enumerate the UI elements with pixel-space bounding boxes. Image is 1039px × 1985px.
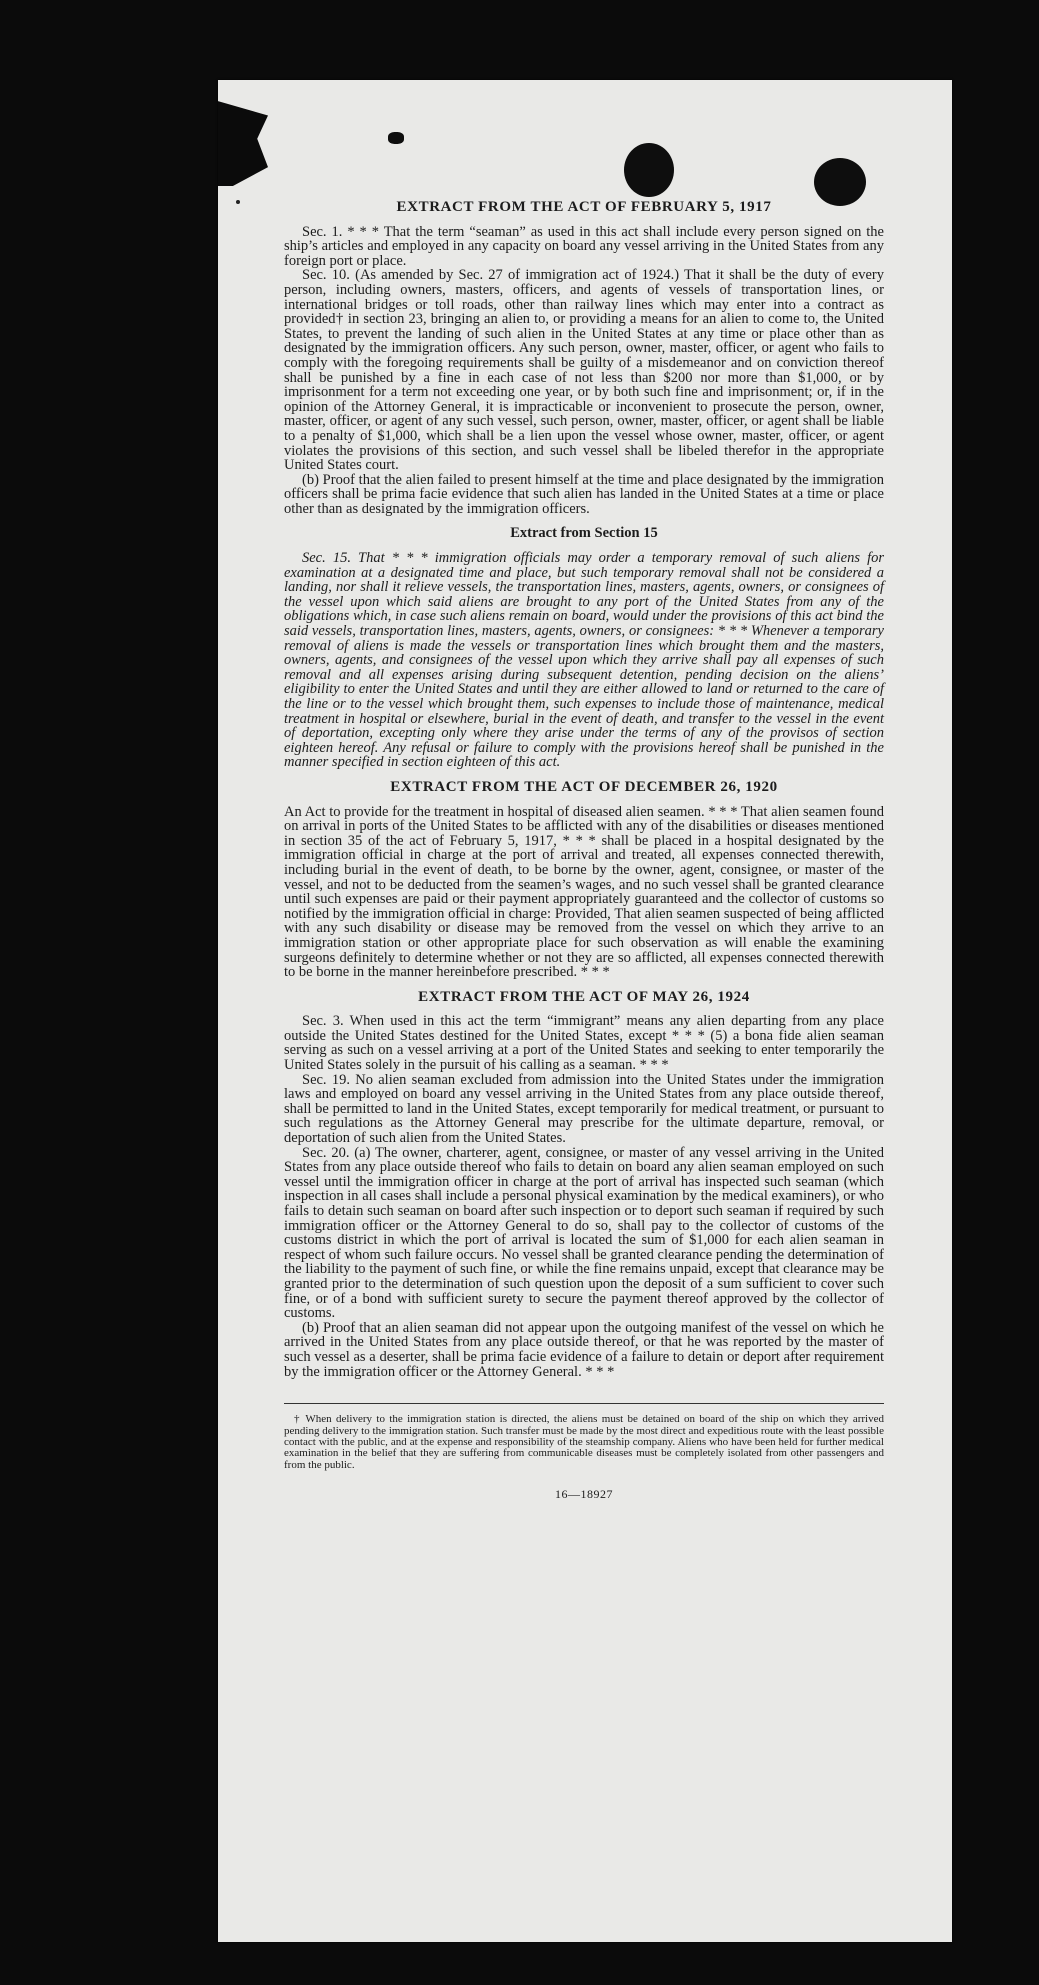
footnote: † When delivery to the immigration station is directed, the aliens must be detained on board of the ship on which they arrived pending delivery to the immigration station. Such transfer must be made by the most direct and expeditious route with the least possible contact with the public, and at the expense and responsibility of the steamship company. Aliens who have been held for further medical examination in the belief that they are suffering from communicable diseases must be completely isolated from other passengers and from the public. xyxy=(284,1413,884,1471)
paragraph-sec-20a: Sec. 20. (a) The owner, charterer, agent, consignee, or master of any vessel arriving in the United States from any place outside thereof who fails to detain on board any alien seaman employed on such vessel until the immigration officer in charge at the port of arrival has inspected such seaman (which inspection in all cases shall include a personal physical examination by the medical examiners), or who fails to detain such seaman on board after such inspection or to deport such seaman if required by such immigration officer or the Attorney General to do so, shall pay to the collector of customs of the customs district in which the port of arrival is located the sum of $1,000 for each alien seaman in respect of whom such failure occurs. No vessel shall be granted clearance pending the determination of the liability to the payment of such fine, or while the fine remains unpaid, except that clearance may be granted prior to the determination of such question upon the deposit of a sum sufficient to cover such fine, or of a bond with sufficient surety to secure the payment thereof approved by the collector of customs. xyxy=(284,1144,884,1322)
section-heading-1917: EXTRACT FROM THE ACT OF FEBRUARY 5, 1917 xyxy=(396,199,772,215)
punch-hole xyxy=(814,158,866,206)
paragraph-sec-3: Sec. 3. When used in this act the term “immigrant” means any alien departing from any place outside the United States destined for the United States, except * * * (5) a bona fide alien seaman serving as such on a vessel arriving at a port of the United States and seeking to enter temporarily the United States solely in the pursuit of his calling as a seaman. * * * xyxy=(284,1013,884,1074)
document-sheet xyxy=(218,80,952,1942)
section-heading-1920: EXTRACT FROM THE ACT OF DECEMBER 26, 1920 xyxy=(390,778,778,795)
paragraph-act-1920: An Act to provide for the treatment in hospital of diseased alien seamen. * * * That alien seamen found on arrival in ports of the United States to be afflicted with any of the disabilities or diseases mentioned in section 35 of the act of February 5, 1917, * * * shall be placed in a hospital designated by the immigration official in charge at the port of arrival and treated, all expenses connected therewith, including burial in the event of death, to be borne by the owner, agent, consignee, or master of the vessel, and not to be deducted from the seamen’s wages, and no such vessel shall be granted clearance until such expenses are paid or their payment appropriately guaranteed and the collector of customs so notified by the immigration official in charge: Provided, That alien seamen suspected of being afflicted with any such disability or disease may be removed from the vessel on which they arrive to an immigration station or other appropriate place for such observation as will enable the examining surgeons definitely to determine whether or not they are so afflicted, all expenses connected therewith to be borne in the manner hereinbefore prescribed. * * * xyxy=(284,803,884,981)
paragraph-sec-10: Sec. 10. (As amended by Sec. 27 of immigration act of 1924.) That it shall be the duty of every person, including owners, masters, officers, and agents of vessels of transportation lines, or international bridges or toll roads, other than railway lines which may enter into a contract as provided† in section 23, bringing an alien to, or providing a means for an alien to come to, the United States, to prevent the landing of such alien in the United States at any time or place other than as designated by the immigration officers. Any such person, owner, master, officer, or agent who fails to comply with the foregoing requirements shall be guilty of a misdemeanor and on conviction thereof shall be punished by a fine in each case of not less than $200 nor more than $1,000, or by imprisonment for a term not exceeding one year, or by both such fine and imprisonment; or, if in the opinion of the Attorney General, it is impracticable or inconvenient to prosecute the person, owner, master, officer, or agent of any such vessel, such person, owner, master, officer, or agent shall be liable to a penalty of $1,000, which shall be a lien upon the vessel whose owner, master, officer, or agent violates the provisions of this section, and such vessel shall be libeled therefor in the appropriate United States court. xyxy=(284,267,884,474)
paragraph-sec-19: Sec. 19. No alien seaman excluded from admission into the United States under the immigration laws and employed on board any vessel arriving in the United States from any place outside thereof, shall be permitted to land in the United States, except temporarily for medical treatment, or pursuant to such regulations as the Attorney General may prescribe for the ultimate departure, removal, or deportation of such alien from the United States. xyxy=(284,1071,884,1147)
paragraph-sec-10b: (b) Proof that the alien failed to present himself at the time and place designated by the immigration officers shall be prima facie evidence that such alien has landed in the United States at a time or place other than as designated by the immigration officers. xyxy=(284,471,884,517)
subheading-section-15: Extract from Section 15 xyxy=(510,525,658,542)
document-body xyxy=(284,200,884,1502)
footnote-divider xyxy=(284,1403,884,1404)
paragraph-sec-20b: (b) Proof that an alien seaman did not appear upon the outgoing manifest of the vessel on which he arrived in the United States from any place outside thereof, or that he was reported by the master of such vessel as a deserter, shall be prima facie evidence of a failure to detain or deport after requirement by the immigration officer or the Attorney General. * * * xyxy=(284,1319,884,1380)
paragraph-sec-1: Sec. 1. * * * That the term “seaman” as used in this act shall include every person signed on the ship’s articles and employed in any capacity on board any vessel arriving in the United States from any foreign port or place. xyxy=(284,223,884,269)
punch-hole xyxy=(624,143,674,197)
paper-speck xyxy=(236,200,240,204)
punch-hole xyxy=(388,132,404,144)
section-heading-1924: EXTRACT FROM THE ACT OF MAY 26, 1924 xyxy=(418,988,750,1005)
torn-corner xyxy=(218,100,268,186)
file-number: 16—18927 xyxy=(555,1487,613,1502)
paragraph-sec-15: Sec. 15. That * * * immigration officials may order a temporary removal of such aliens for examination at a designated time and place, but such temporary removal shall not be considered a landing, nor shall it relieve vessels, the transportation lines, masters, agents, owners, or consignees of the vessel upon which said aliens are brought to any port of the United States from any of the obligations which, in case such aliens remain on board, would under the provisions of this act bind the said vessels, transportation lines, masters, agents, owners, or consignees: * * * Whenever a temporary removal of aliens is made the vessels or transportation lines which brought them and the masters, owners, agents, and consignees of the vessel upon which they arrive shall pay all expenses of such removal and all expenses arising during subsequent detention, pending decision on the aliens’ eligibility to enter the United States and until they are either allowed to land or returned to the care of the line or to the vessel which brought them, such expenses to include those of maintenance, medical treatment in hospital or elsewhere, burial in the event of death, and transfer to the vessel in the event of deportation, excepting only where they arise under the terms of any of the provisos of section eighteen hereof. Any refusal or failure to comply with the provisions hereof shall be punished in the manner specified in section eighteen of this act. xyxy=(284,550,884,771)
